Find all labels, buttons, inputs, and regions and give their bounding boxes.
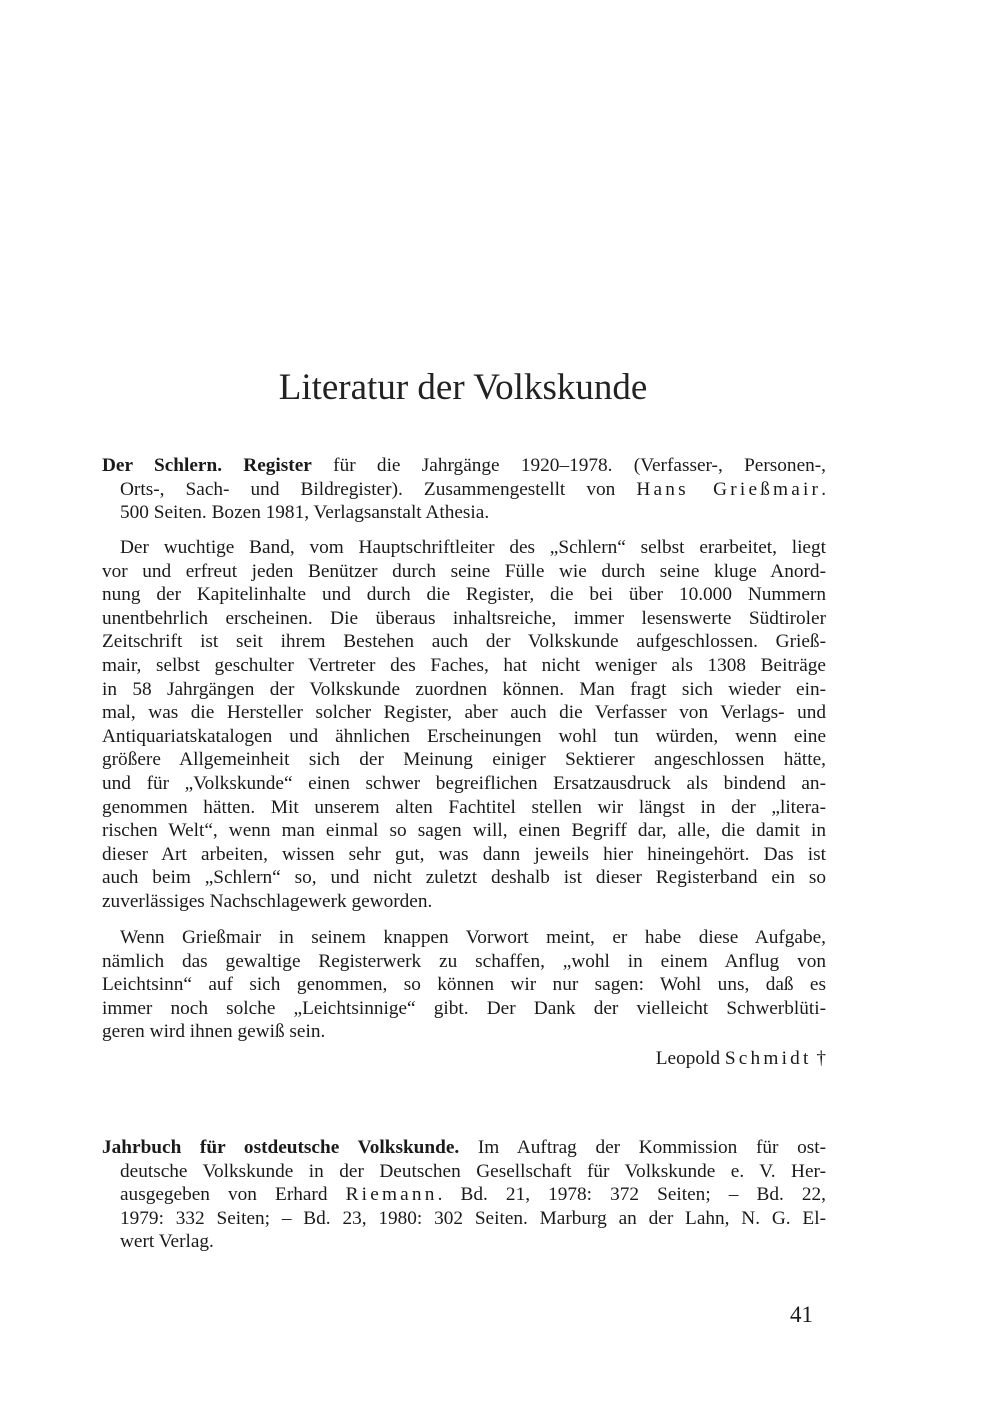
- entry-line: [102, 1230, 826, 1254]
- entry-line: [102, 501, 826, 525]
- paragraph-line: Leichtsinn“ auf sich genommen, so können wir nur sagen: Wohl uns, daß es: [102, 974, 826, 996]
- paragraph-line: nung der Kapitelinhalte und durch die Register, die bei über 10.000 Nummern: [102, 584, 826, 606]
- entry-title: Jahrbuch für ostdeutsche Volkskunde.: [102, 1137, 460, 1158]
- paragraph-line: Wenn Grießmair in seinem knappen Vorwort meint, er habe diese Aufgabe,: [120, 927, 826, 948]
- paragraph-line: geren wird ihnen gewiß sein.: [102, 1021, 326, 1043]
- entry-text: deutsche Volkskunde in der Deutschen Gesellschaft für Volkskunde e. V. Her-: [120, 1160, 826, 1182]
- entry-line: [102, 1207, 826, 1231]
- paragraph-line: immer noch solche „Leichtsinnige“ gibt. Der Dank der vielleicht Schwerblüti-: [102, 997, 826, 1019]
- entry-line: [102, 1160, 826, 1184]
- entry-title: Der Schlern. Register: [102, 455, 312, 476]
- paragraph-line: genommen hätten. Mit unserem alten Fachtitel stellen wir längst in der „litera-: [102, 796, 826, 818]
- paragraph-line: rischen Welt“, wenn man einmal so sagen will, einen Begriff dar, alle, die damit in: [102, 820, 826, 842]
- entry-line: [102, 454, 826, 478]
- signature-first-name: Leopold: [655, 1048, 725, 1069]
- paragraph-line: dieser Art arbeiten, wissen sehr gut, was dann jeweils hier hineingehört. Das ist: [102, 843, 826, 865]
- entry-text: .: [821, 478, 827, 500]
- author-name: Riemann: [345, 1184, 438, 1206]
- paragraph-line: größere Allgemeinheit sich der Meinung einiger Sektierer angeschlossen hätte,: [102, 749, 826, 771]
- entry-line: [102, 1136, 826, 1160]
- review1-bibliographic-entry: [102, 454, 826, 525]
- review2-bibliographic-entry: [102, 1136, 826, 1254]
- paragraph-line: und für „Volkskunde“ einen schwer begreiflichen Ersatzausdruck als bindend an-: [102, 772, 826, 794]
- paragraph-line: unentbehrlich erscheinen. Die überaus inhaltsreiche, immer lesenswerte Südtiroler: [102, 607, 826, 629]
- paragraph-line: Antiquariatskatalogen und ähnlichen Erscheinungen wohl tun würden, wenn eine: [102, 725, 826, 747]
- author-name: Hans Grießmair: [636, 478, 822, 500]
- paragraph-line: auch beim „Schlern“ so, und nicht zuletzt deshalb ist dieser Registerband ein so: [102, 867, 826, 889]
- entry-text: ausgegeben von Erhard: [120, 1184, 346, 1206]
- entry-text: wert Verlag.: [120, 1231, 214, 1253]
- paragraph-line: mal, was die Hersteller solcher Register, aber auch die Verfasser von Verlags- und: [102, 702, 826, 724]
- review1-paragraph-1: [102, 536, 826, 914]
- entry-text: Im Auftrag der Kommission für ost-: [459, 1137, 826, 1158]
- review1-paragraph-2: [102, 926, 826, 1044]
- review1-signature: [102, 1048, 826, 1070]
- page-number: 41: [790, 1302, 813, 1327]
- entry-text: . Bd. 21, 1978: 372 Seiten; – Bd. 22,: [437, 1184, 827, 1206]
- entry-text: 500 Seiten. Bozen 1981, Verlagsanstalt Athesia.: [120, 502, 490, 524]
- paragraph-line: Der wuchtige Band, vom Hauptschriftleiter des „Schlern“ selbst erarbeitet, liegt: [120, 537, 826, 558]
- entry-line: [102, 478, 826, 502]
- paragraph-line: vor und erfreut jeden Benützer durch seine Fülle wie durch seine kluge Anord-: [102, 560, 826, 582]
- paragraph-line: nämlich das gewaltige Registerwerk zu schaffen, „wohl in einem Anflug von: [102, 950, 826, 972]
- paragraph-line: zuverlässiges Nachschlagewerk geworden.: [102, 890, 433, 912]
- entry-text: Orts-, Sach- und Bildregister). Zusammengestellt von: [120, 478, 637, 500]
- entry-text: 1979: 332 Seiten; – Bd. 23, 1980: 302 Seiten. Marburg an der Lahn, N. G. El-: [120, 1207, 826, 1229]
- entry-text: für die Jahrgänge 1920–1978. (Verfasser-, Personen-,: [311, 455, 827, 476]
- signature-dagger: †: [811, 1048, 826, 1069]
- page-title: Literatur der Volkskunde: [278, 367, 648, 408]
- paragraph-line: in 58 Jahrgängen der Volkskunde zuordnen können. Man fragt sich wieder ein-: [102, 678, 826, 700]
- signature-last-name: Schmidt: [724, 1048, 812, 1069]
- paragraph-line: mair, selbst geschulter Vertreter des Faches, hat nicht weniger als 1308 Beiträge: [102, 654, 826, 676]
- paragraph-line: Zeitschrift ist seit ihrem Bestehen auch der Volkskunde aufgeschlossen. Grieß-: [102, 631, 826, 653]
- entry-line: [102, 1183, 826, 1207]
